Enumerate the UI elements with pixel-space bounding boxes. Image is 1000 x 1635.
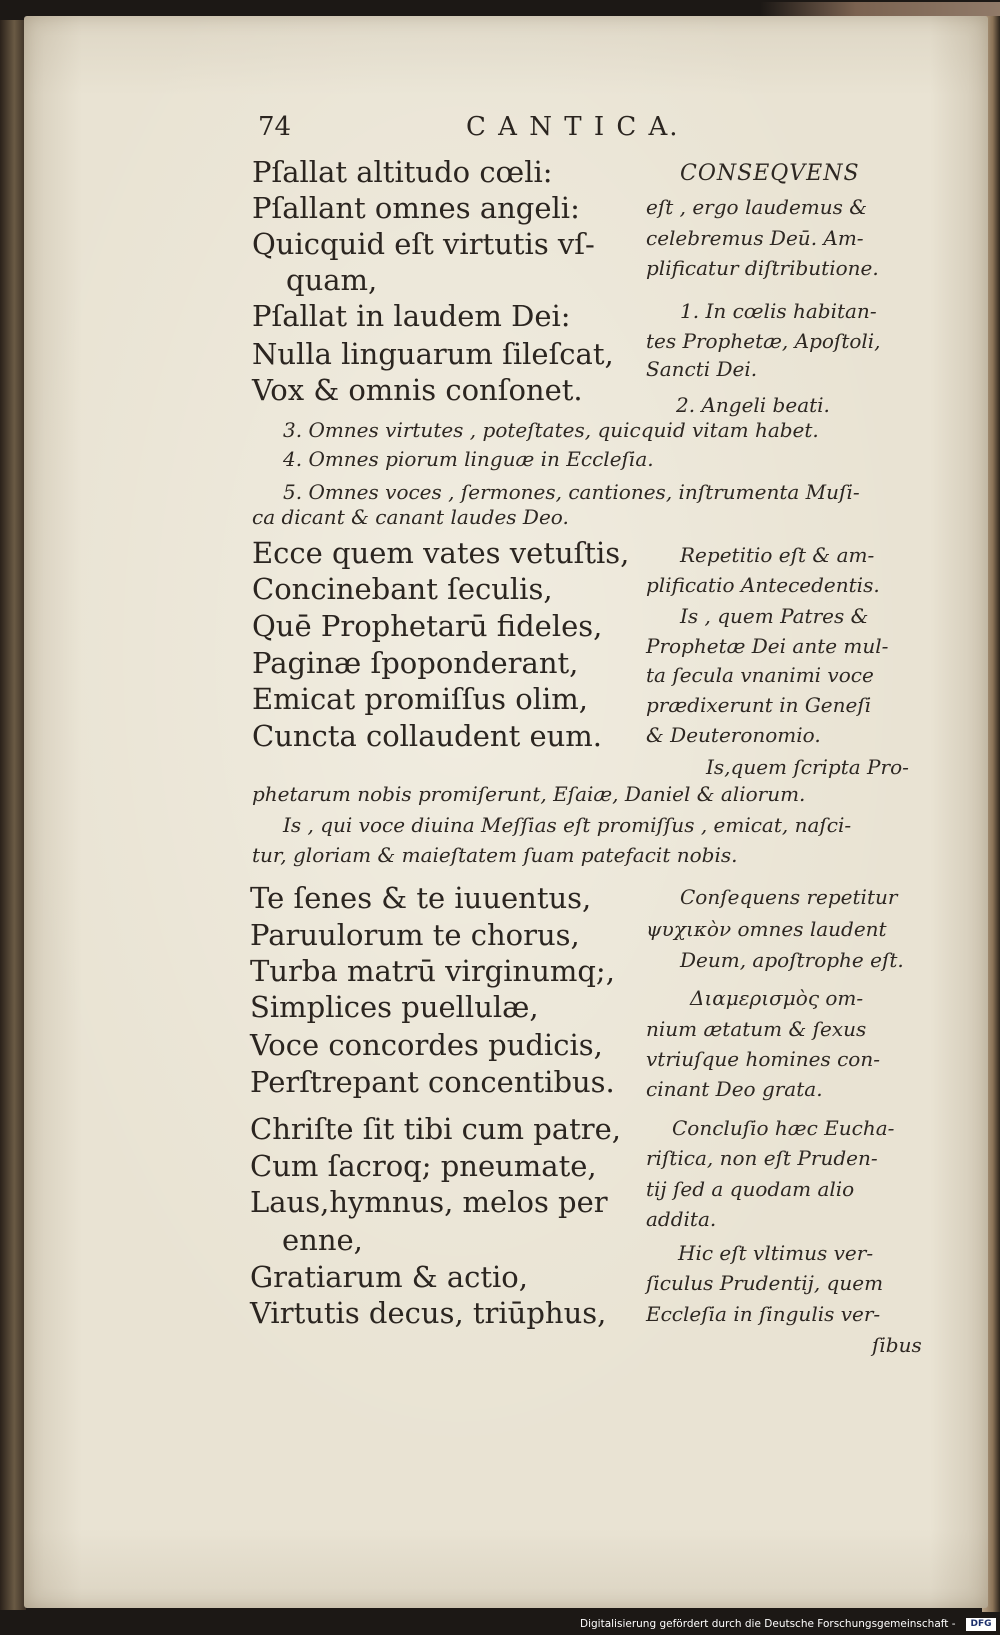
verse-line: Turba matrū virginumq;, bbox=[250, 954, 615, 988]
commentary-line: 3. Omnes virtutes , poteſtates, quicquid vitam habet. bbox=[283, 418, 819, 442]
marginal-note: vtriuſque homines con- bbox=[646, 1047, 880, 1071]
marginal-note: Is , quem Patres & bbox=[680, 604, 869, 628]
marginal-note: Prophetæ Dei ante mul- bbox=[646, 634, 889, 658]
verse-line: quam, bbox=[286, 263, 378, 297]
commentary-line: phetarum nobis promiſerunt, Eſaiæ, Daniel & aliorum. bbox=[252, 782, 806, 806]
marginal-note: plificatio Antecedentis. bbox=[646, 573, 880, 597]
dfg-logo: DFG bbox=[966, 1618, 996, 1631]
marginal-note: tij ſed a quodam alio bbox=[646, 1177, 855, 1201]
marginal-note: Hic eſt vltimus ver- bbox=[678, 1241, 874, 1265]
binding-edge bbox=[0, 20, 26, 1610]
verse-line: Virtutis decus, triūphus, bbox=[250, 1296, 607, 1330]
marginal-note: celebremus Deū. Am- bbox=[646, 226, 864, 250]
running-head: C A N T I C A. bbox=[466, 112, 680, 142]
marginal-note: ta ſecula vnanimi voce bbox=[646, 663, 874, 687]
marginal-note: ψυχικὸν omnes laudent bbox=[646, 917, 887, 941]
verse-line: Quicquid eſt virtutis vſ- bbox=[252, 227, 595, 261]
verse-line: Cuncta collaudent eum. bbox=[252, 719, 602, 753]
marginal-note: ſibus bbox=[872, 1333, 922, 1357]
verse-line: Te ſenes & te iuuentus, bbox=[250, 881, 592, 915]
commentary-line: 4. Omnes piorum linguæ in Eccleſia. bbox=[283, 447, 654, 471]
marginal-note: eſt , ergo laudemus & bbox=[646, 195, 868, 219]
verse-line: Cum ſacroq; pneumate, bbox=[250, 1149, 597, 1183]
marginal-note: Conſequens repetitur bbox=[680, 885, 898, 909]
marginal-note: cinant Deo grata. bbox=[646, 1077, 823, 1101]
marginal-note: 2. Angeli beati. bbox=[676, 393, 830, 417]
verse-line: Paruulorum te chorus, bbox=[250, 918, 580, 952]
verse-line: Ecce quem vates vetuſtis, bbox=[252, 536, 630, 570]
verse-line: Concinebant ſeculis, bbox=[252, 572, 553, 606]
marginal-note: prædixerunt in Geneſi bbox=[646, 693, 872, 717]
verse-line: Pſallat in laudem Dei: bbox=[252, 299, 571, 333]
marginal-note: tes Prophetæ, Apoſtoli, bbox=[646, 329, 881, 353]
marginal-note: Sancti Dei. bbox=[646, 357, 758, 381]
verse-line: Chriſte ſit tibi cum patre, bbox=[250, 1112, 622, 1146]
verse-line: Laus,hymnus, melos per bbox=[250, 1185, 608, 1219]
commentary-line: Is , qui voce diuina Meſſias eſt promiſſus , emicat, naſci- bbox=[283, 813, 852, 837]
page-number: 74 bbox=[258, 112, 292, 142]
marginal-note: nium ætatum & ſexus bbox=[646, 1017, 867, 1041]
marginal-note: 1. In cœlis habitan- bbox=[680, 299, 877, 323]
marginal-note: Concluſio hæc Eucha- bbox=[672, 1116, 895, 1140]
marginal-note: ſiculus Prudentij, quem bbox=[646, 1271, 884, 1295]
marginal-note: & Deuteronomio. bbox=[646, 723, 821, 747]
verse-line: Vox & omnis conſonet. bbox=[252, 373, 583, 407]
marginal-note: Eccleſia in ſingulis ver- bbox=[646, 1302, 881, 1326]
verse-line: Voce concordes pudicis, bbox=[250, 1028, 603, 1062]
marginal-note: plificatur diſtributione. bbox=[646, 256, 879, 280]
verse-line: Nulla linguarum ſileſcat, bbox=[252, 337, 614, 371]
marginal-note: Repetitio eſt & am- bbox=[680, 543, 875, 567]
verse-line: Quē Prophetarū fideles, bbox=[252, 609, 603, 643]
verse-line: Emicat promiſſus olim, bbox=[252, 682, 588, 716]
marginal-note: Διαμερισμὸς om- bbox=[690, 986, 864, 1010]
marginal-note: addita. bbox=[646, 1207, 717, 1231]
verse-line: Paginæ ſpoponderant, bbox=[252, 646, 579, 680]
marginal-note: riſtica, non eſt Pruden- bbox=[646, 1146, 878, 1170]
commentary-line: tur, gloriam & maieſtatem ſuam patefacit nobis. bbox=[252, 843, 738, 867]
commentary-line: ca dicant & canant laudes Deo. bbox=[252, 505, 569, 529]
verse-line: Perſtrepant concentibus. bbox=[250, 1065, 615, 1099]
verse-line: enne, bbox=[282, 1223, 363, 1257]
verse-line: Pſallant omnes angeli: bbox=[252, 191, 580, 225]
verse-line: Gratiarum & actio, bbox=[250, 1260, 528, 1294]
marginal-note: Is,quem ſcripta Pro- bbox=[706, 755, 909, 779]
marginal-note: CONSEQVENS bbox=[680, 161, 860, 186]
digitization-credit: Digitalisierung gefördert durch die Deutsche Forschungsgemeinschaft - bbox=[580, 1618, 956, 1630]
verse-line: Pſallat altitudo cœli: bbox=[252, 155, 553, 189]
commentary-line: 5. Omnes voces , ſermones, cantiones, inſtrumenta Muſi- bbox=[283, 480, 860, 504]
verse-line: Simplices puellulæ, bbox=[250, 990, 539, 1024]
marginal-note: Deum, apoſtrophe eſt. bbox=[680, 948, 904, 972]
